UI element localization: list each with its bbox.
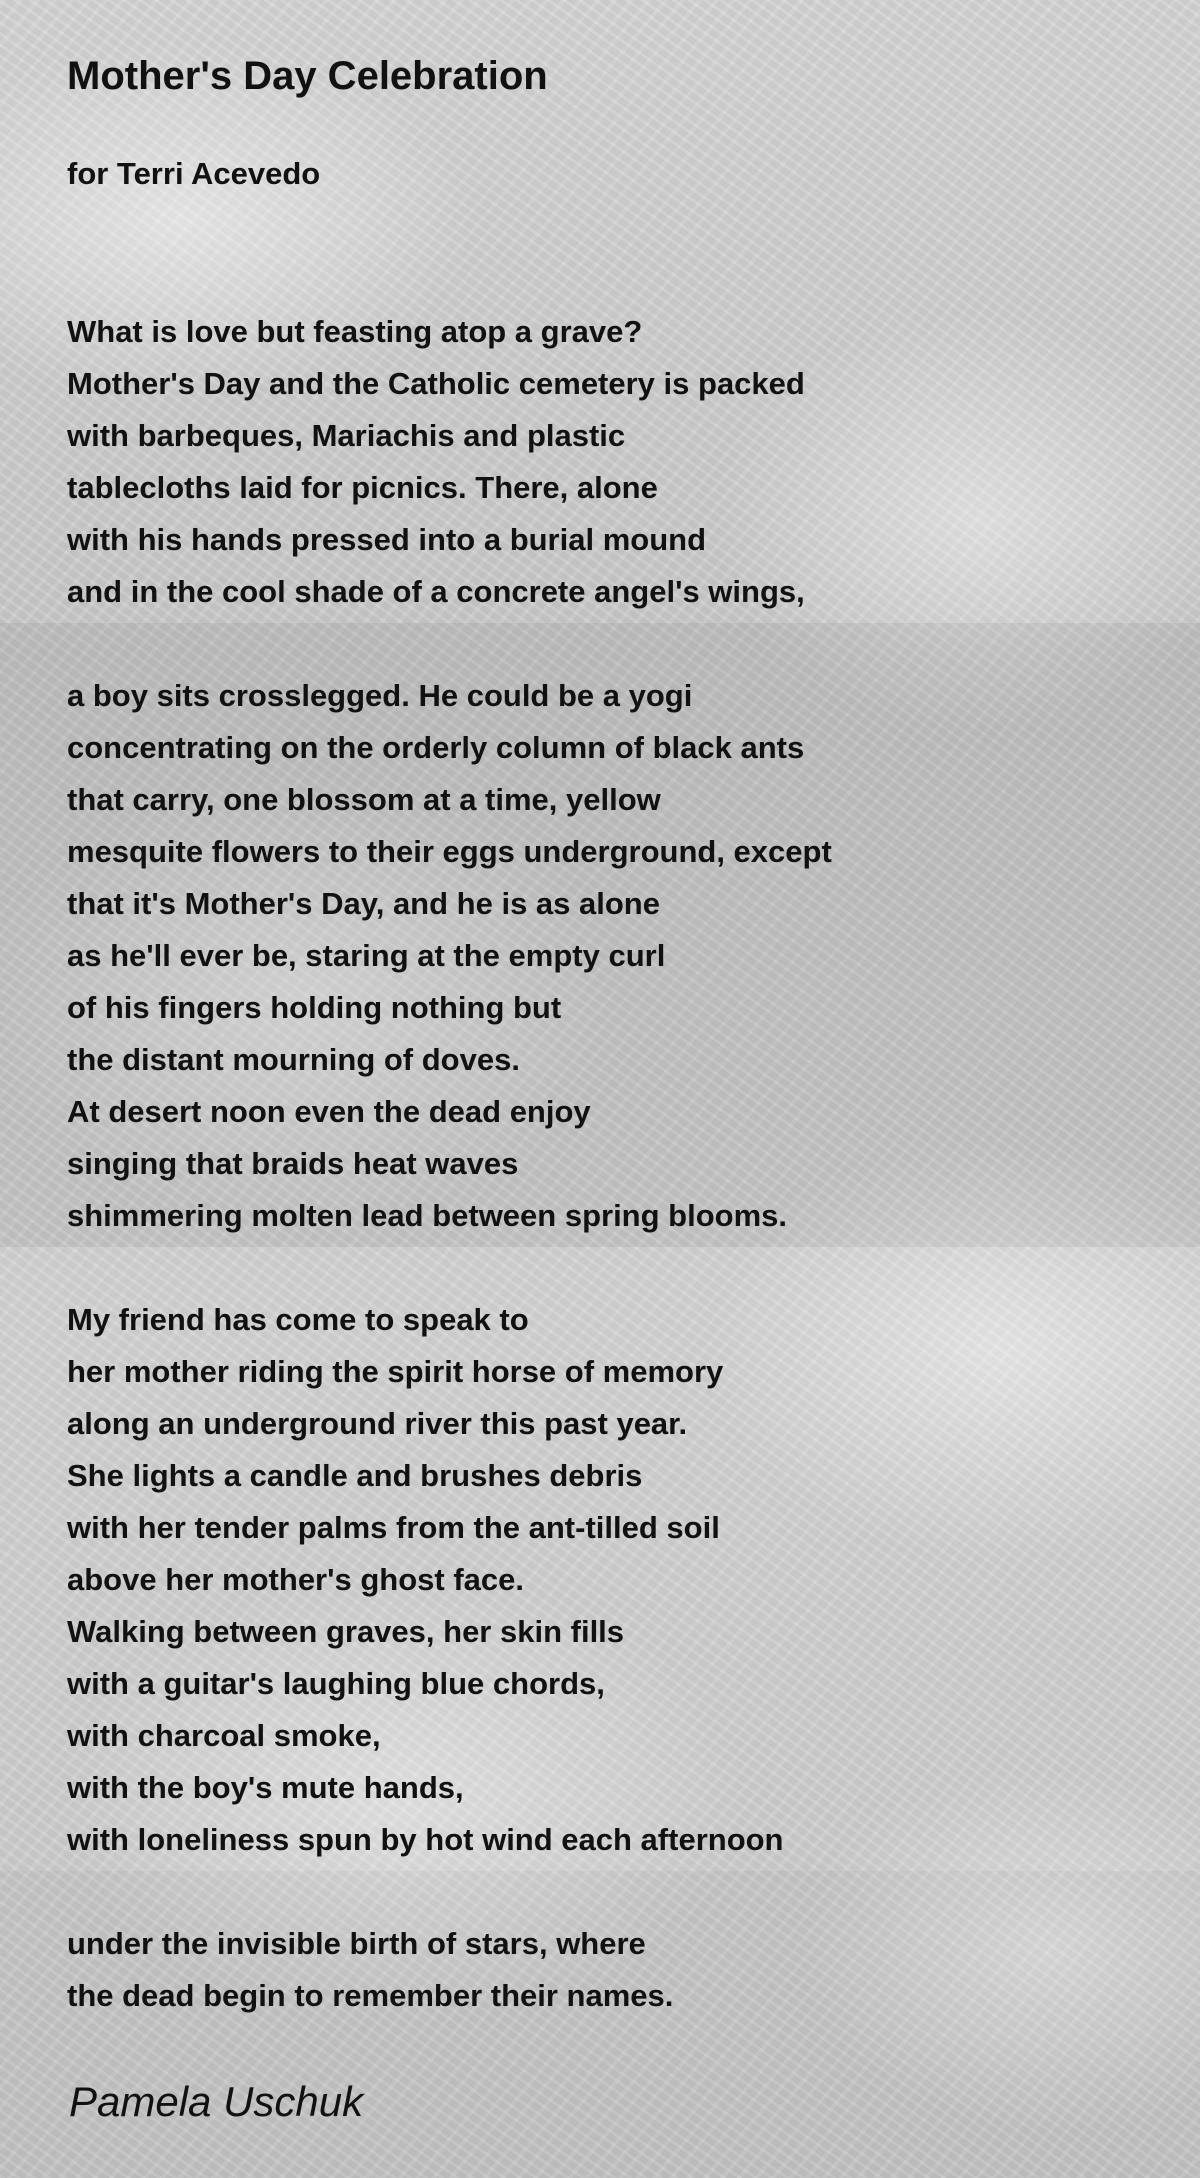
poem-line: a boy sits crosslegged. He could be a yogi [67,678,693,713]
stanza [67,1918,832,2022]
poem-line: with his hands pressed into a burial mound [67,522,707,557]
poem-body [67,306,832,2074]
poem-line: At desert noon even the dead enjoy [67,1094,591,1129]
poem-line: along an underground river this past year. [67,1406,688,1441]
poem-line: with loneliness spun by hot wind each afternoon [67,1822,784,1857]
poem-line: the distant mourning of doves. [67,1042,520,1077]
poem-line: with charcoal smoke, [67,1718,381,1753]
poem-line: concentrating on the orderly column of black ants [67,730,805,765]
poem-line: that carry, one blossom at a time, yellow [67,782,661,817]
stanza [67,670,832,1242]
poem-line: Mother's Day and the Catholic cemetery is packed [67,366,805,401]
poem-line: with barbeques, Mariachis and plastic [67,418,626,453]
poem-line: under the invisible birth of stars, where [67,1926,646,1961]
poem-line: shimmering molten lead between spring blooms. [67,1198,788,1233]
stanza [67,306,832,618]
stanza [67,1294,832,1866]
poem-line: Walking between graves, her skin fills [67,1614,625,1649]
poem-line: as he'll ever be, staring at the empty curl [67,938,666,973]
poem-line: that it's Mother's Day, and he is as alone [67,886,660,921]
poem-line: My friend has come to speak to [67,1302,529,1337]
poem-line: singing that braids heat waves [67,1146,519,1181]
poem-line: with a guitar's laughing blue chords, [67,1666,605,1701]
poem-line: with her tender palms from the ant-tilled soil [67,1510,720,1545]
poem-line: her mother riding the spirit horse of memory [67,1354,724,1389]
poem-line: with the boy's mute hands, [67,1770,464,1805]
poem-author[interactable]: Pamela Uschuk [69,2078,364,2125]
poem-line: tablecloths laid for picnics. There, alone [67,470,658,505]
poem-line: of his fingers holding nothing but [67,990,562,1025]
poem-line: mesquite flowers to their eggs underground, except [67,834,832,869]
poem-line: above her mother's ghost face. [67,1562,524,1597]
poem-line: the dead begin to remember their names. [67,1978,674,2013]
poem-title: Mother's Day Celebration [67,54,548,98]
poem-line: She lights a candle and brushes debris [67,1458,643,1493]
poem-line: and in the cool shade of a concrete angel's wings, [67,574,805,609]
poem-dedication: for Terri Acevedo [67,156,321,191]
poem-line: What is love but feasting atop a grave? [67,314,643,349]
